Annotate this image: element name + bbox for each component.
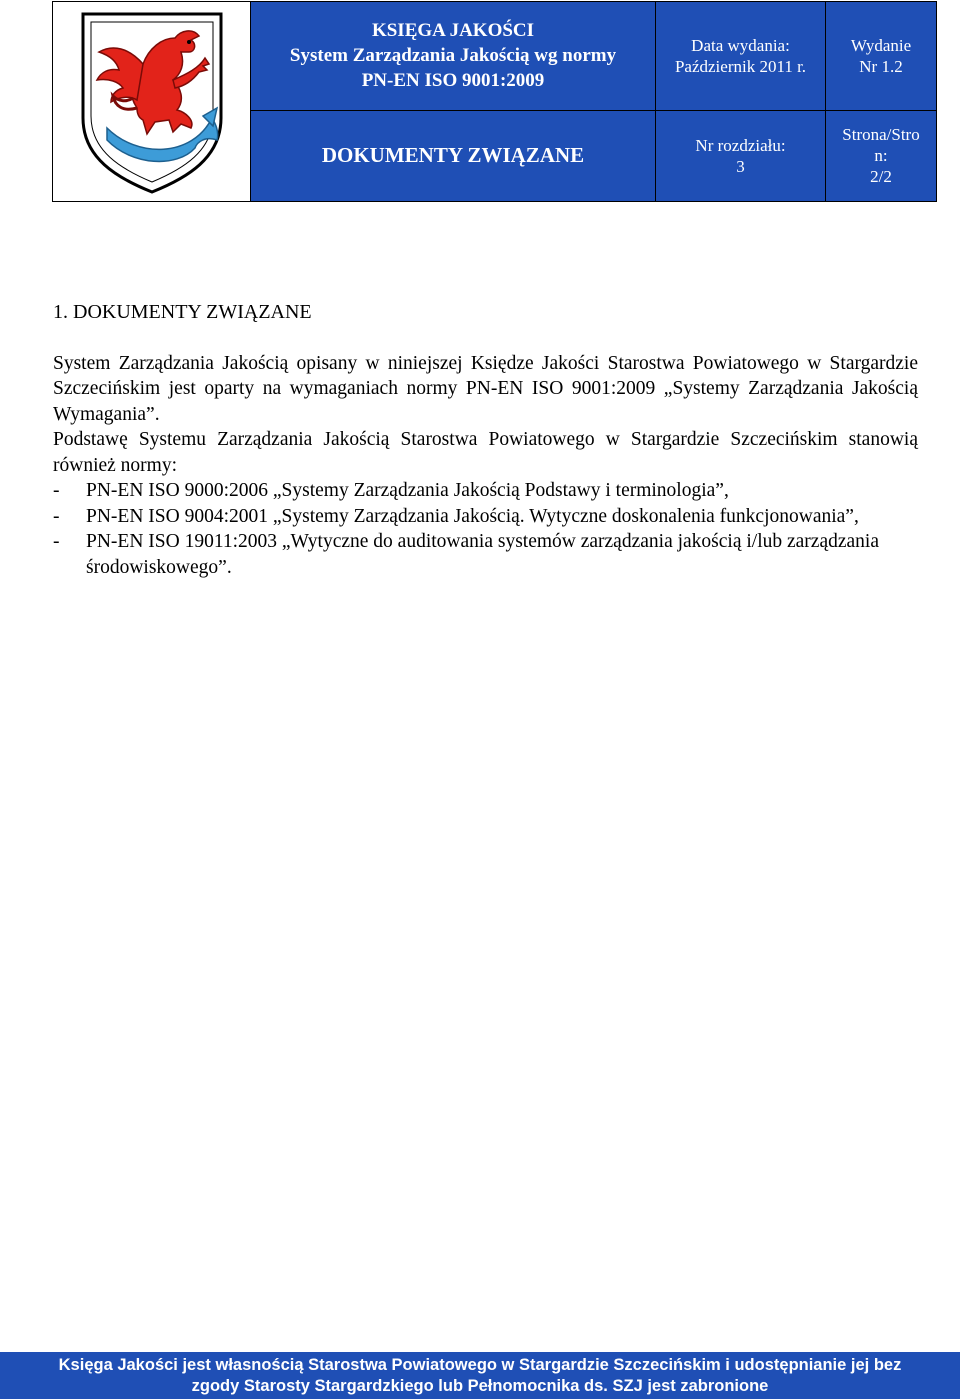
document-header — [52, 1, 937, 202]
page-value: 2/2 — [870, 167, 892, 187]
title-line-3: PN-EN ISO 9001:2009 — [361, 70, 545, 92]
section-subtitle: DOKUMENTY ZWIĄZANE — [251, 110, 656, 201]
list-dash: - — [53, 531, 60, 552]
list-item — [53, 478, 918, 504]
footer-line-1: Księga Jakości jest własnością Starostwa Powiatowego w Stargardzie Szczecińskim i udostępnianie jej bez — [58, 1355, 902, 1374]
issue-date-value: Październik 2011 r. — [674, 56, 807, 76]
list-item — [53, 529, 918, 580]
chapter-cell — [656, 110, 826, 201]
list-item-text: PN-EN ISO 9000:2006 „Systemy Zarządzania Jakością Podstawy i terminologia”, — [86, 480, 729, 501]
list-dash: - — [53, 505, 60, 527]
logo-cell — [53, 2, 251, 202]
edition-label: Wydanie — [850, 35, 912, 55]
chapter-label: Nr rozdziału: — [695, 135, 786, 155]
paragraph-basis: System Zarządzania Jakością opisany w niniejszej Księdze Jakości Starostwa Powiatowego w Stargardzie Szczecińskim jest oparty na wymaganiach normy PN-EN ISO 9001:2009 „Systemy Zarządzania Jakością Wymagania”. — [53, 352, 918, 425]
issue-date-label: Data wydania: — [691, 35, 790, 55]
edition-cell — [826, 2, 937, 111]
ownership-footer — [0, 1352, 960, 1399]
section-heading: 1. DOKUMENTY ZWIĄZANE — [53, 301, 312, 323]
list-dash: - — [53, 480, 60, 501]
chapter-value: 3 — [736, 156, 745, 176]
page-label-1: Strona/Stro — [842, 125, 920, 145]
page-label-2: n: — [874, 146, 888, 166]
title-line-1: KSIĘGA JAKOŚCI — [371, 20, 535, 42]
list-item-text: PN-EN ISO 19011:2003 „Wytyczne do auditowania systemów zarządzania jakością i/lub zarządzania środowiskowego”. — [86, 531, 879, 578]
edition-value: Nr 1.2 — [859, 56, 903, 76]
manual-title — [251, 2, 656, 111]
footer-line-2: zgody Starosty Stargardzkiego lub Pełnomocnika ds. SZJ jest zabronione — [191, 1376, 769, 1395]
issue-date-cell — [656, 2, 826, 111]
standards-list — [53, 478, 918, 580]
list-item — [53, 504, 918, 530]
page-cell — [826, 110, 937, 201]
list-item-text: PN-EN ISO 9004:2001 „Systemy Zarządzania Jakością. Wytyczne doskonalenia funkcjonowania”, — [86, 505, 859, 527]
paragraph-standards: Podstawę Systemu Zarządzania Jakością Starostwa Powiatowego w Stargardzie Szczecińskim stanowią również normy: — [53, 429, 918, 476]
griffin-coat-of-arms-icon — [77, 8, 227, 196]
document-body — [53, 300, 918, 580]
title-line-2: System Zarządzania Jakością wg normy — [289, 45, 617, 67]
